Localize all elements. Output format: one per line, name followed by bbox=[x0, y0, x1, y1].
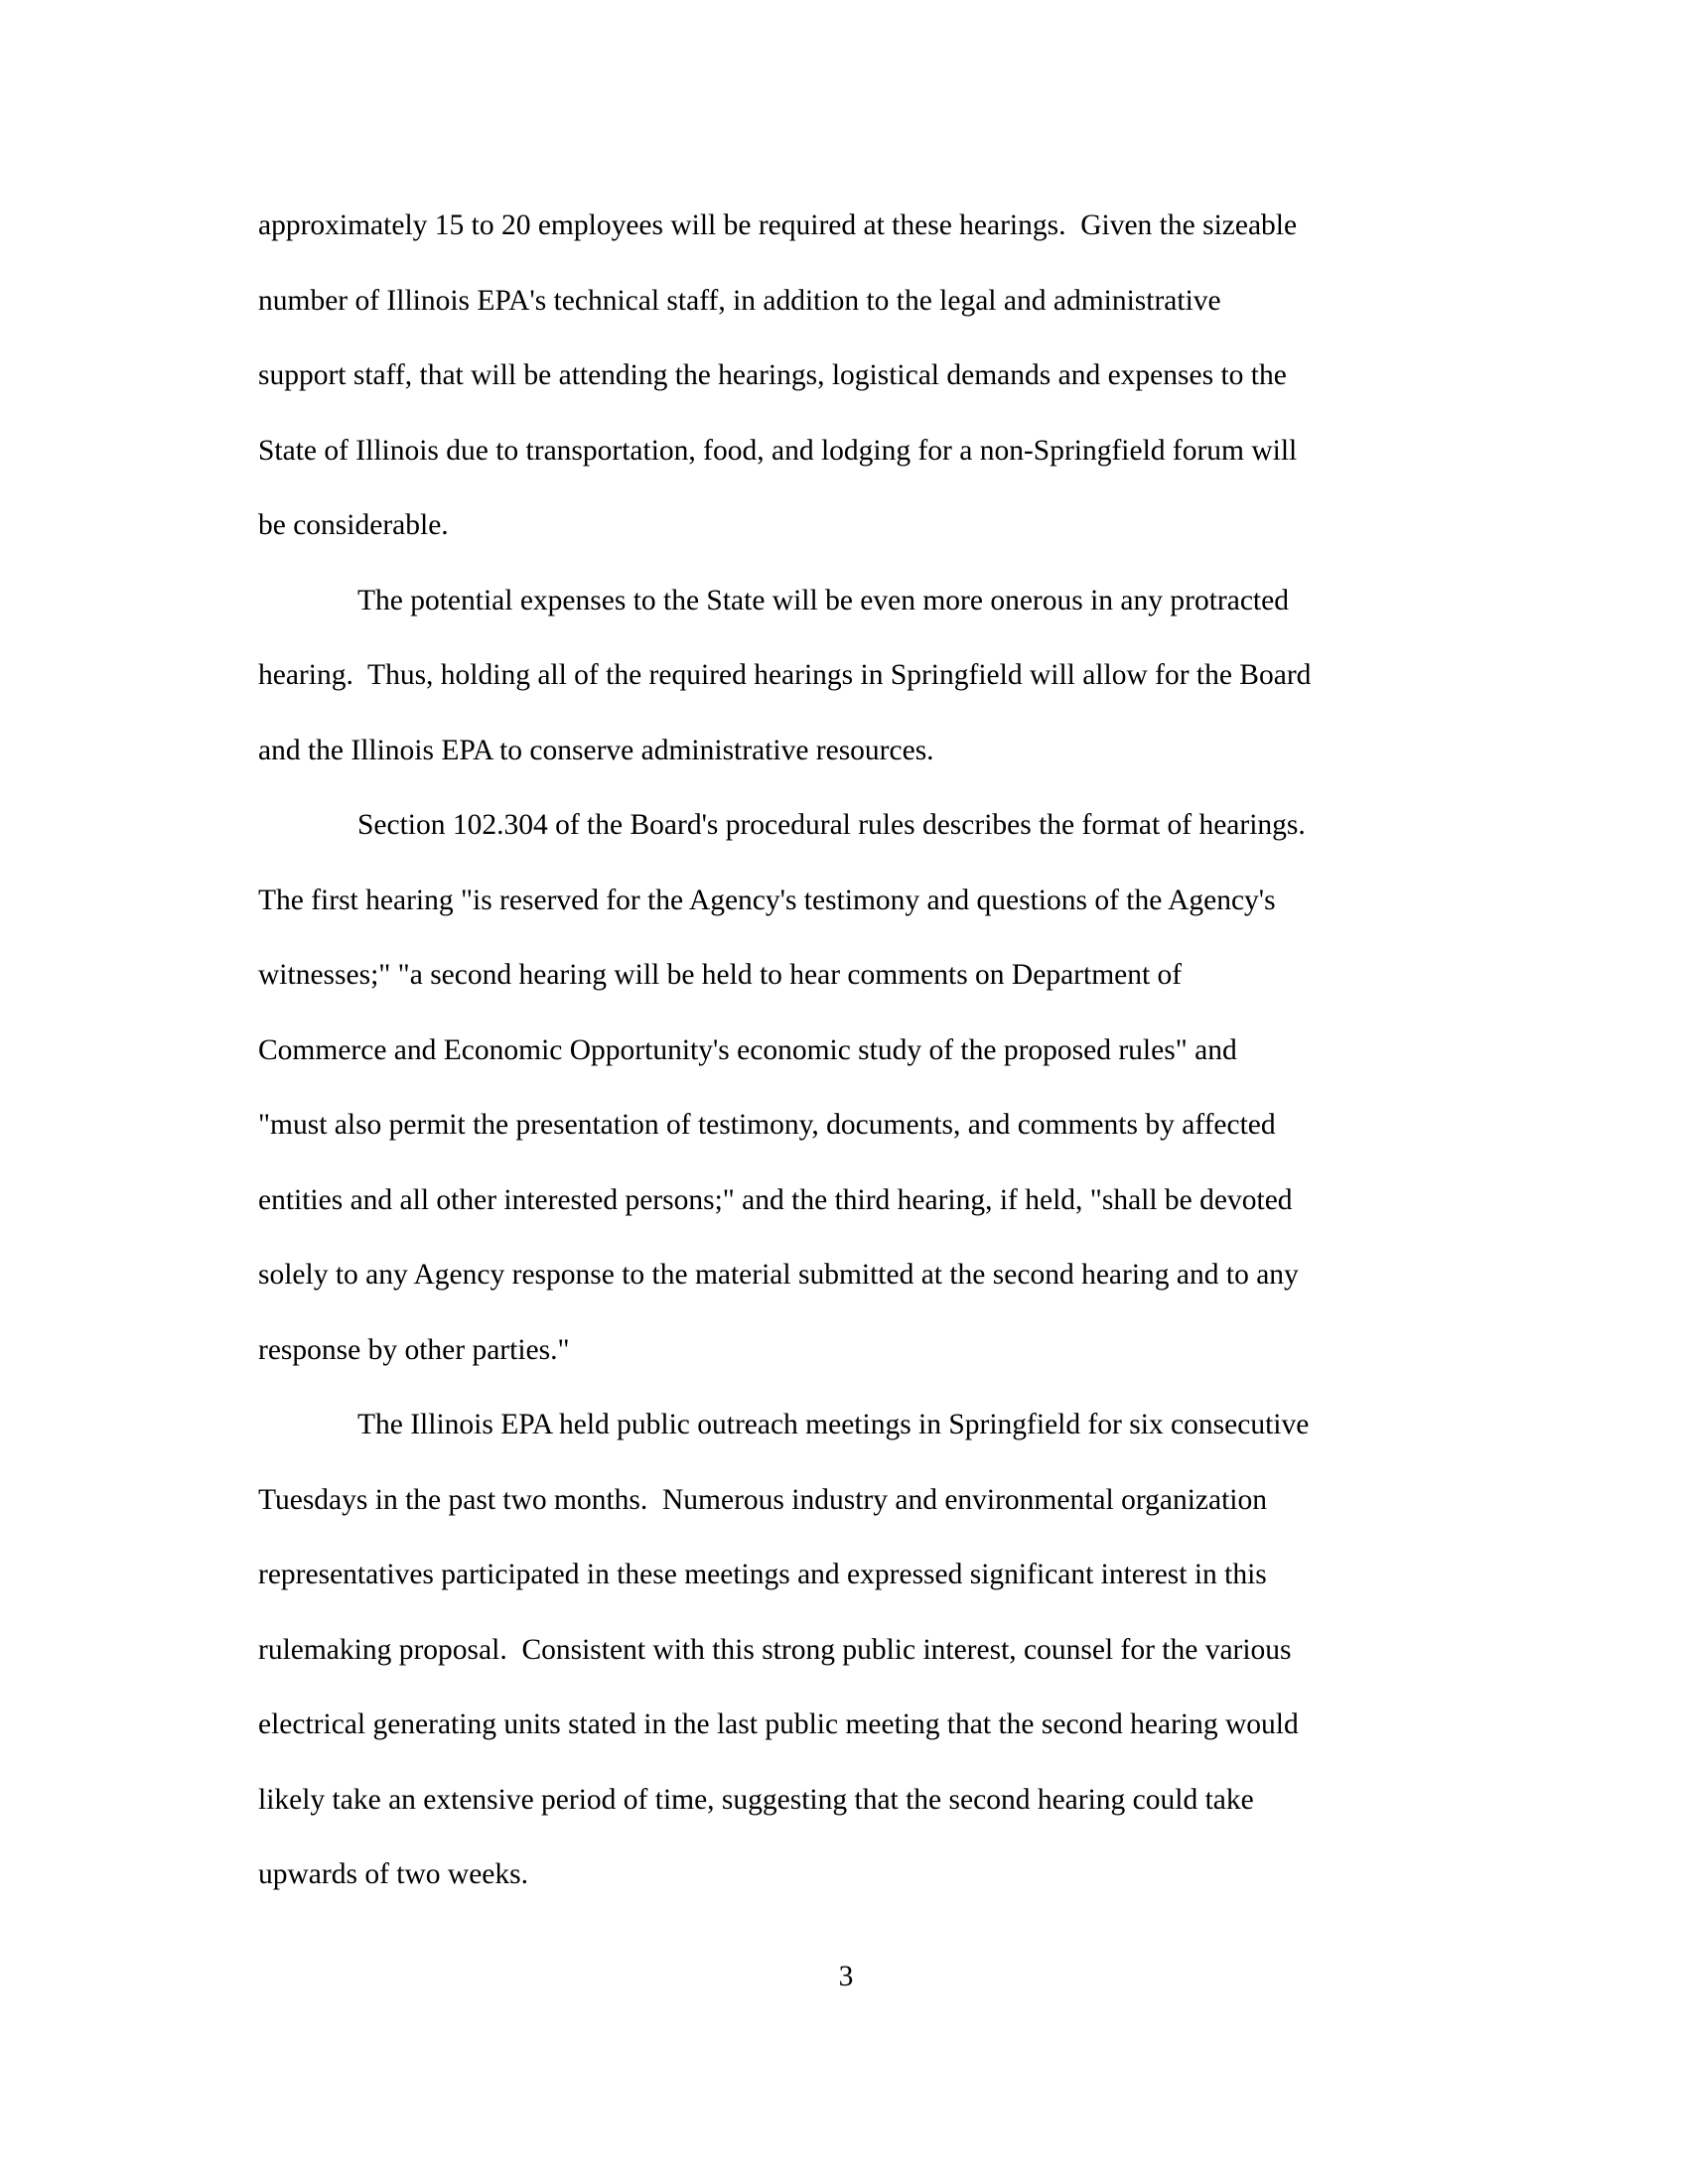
paragraph-1 bbox=[258, 189, 1440, 564]
text-line: hearing. Thus, holding all of the required hearings in Springfield will allow for the Board bbox=[258, 659, 1312, 691]
text-line: Commerce and Economic Opportunity's economic study of the proposed rules" and bbox=[258, 1033, 1237, 1066]
text-line: solely to any Agency response to the material submitted at the second hearing and to any bbox=[258, 1259, 1299, 1291]
text-line: witnesses;" "a second hearing will be held to hear comments on Department of bbox=[258, 959, 1183, 991]
text-line: representatives participated in these meetings and expressed significant interest in this bbox=[258, 1559, 1267, 1590]
text-line: and the Illinois EPA to conserve administrative resources. bbox=[258, 734, 934, 766]
text-line: be considerable. bbox=[258, 509, 449, 541]
body-text bbox=[258, 189, 1440, 1913]
text-line: upwards of two weeks. bbox=[258, 1858, 528, 1890]
text-line: electrical generating units stated in the last public meeting that the second hearing would bbox=[258, 1708, 1299, 1740]
text-line: The first hearing "is reserved for the Agency's testimony and questions of the Agency's bbox=[258, 884, 1276, 916]
text-line: entities and all other interested persons;" and the third hearing, if held, "shall be devoted bbox=[258, 1183, 1293, 1216]
text-line: likely take an extensive period of time, suggesting that the second hearing could take bbox=[258, 1783, 1254, 1816]
text-line: The potential expenses to the State will be even more onerous in any protracted bbox=[357, 584, 1289, 616]
text-line: response by other parties." bbox=[258, 1333, 570, 1366]
text-line: State of Illinois due to transportation, food, and lodging for a non-Springfield forum will bbox=[258, 434, 1298, 467]
paragraph-4 bbox=[258, 1388, 1440, 1913]
text-line: approximately 15 to 20 employees will be required at these hearings. Given the sizeable bbox=[258, 209, 1298, 241]
text-line: number of Illinois EPA's technical staff, in addition to the legal and administrative bbox=[258, 284, 1221, 317]
text-line: The Illinois EPA held public outreach meetings in Springfield for six consecutive bbox=[357, 1409, 1310, 1440]
paragraph-2 bbox=[258, 564, 1440, 789]
text-line: "must also permit the presentation of testimony, documents, and comments by affected bbox=[258, 1109, 1276, 1141]
paragraph-3 bbox=[258, 788, 1440, 1388]
text-line: support staff, that will be attending the hearings, logistical demands and expenses to the bbox=[258, 359, 1287, 391]
text-line: rulemaking proposal. Consistent with this strong public interest, counsel for the various bbox=[258, 1633, 1292, 1666]
page-number: 3 bbox=[838, 1961, 854, 1992]
text-line: Tuesdays in the past two months. Numerous industry and environmental organization bbox=[258, 1483, 1267, 1516]
text-line: Section 102.304 of the Board's procedural rules describes the format of hearings. bbox=[357, 809, 1306, 841]
